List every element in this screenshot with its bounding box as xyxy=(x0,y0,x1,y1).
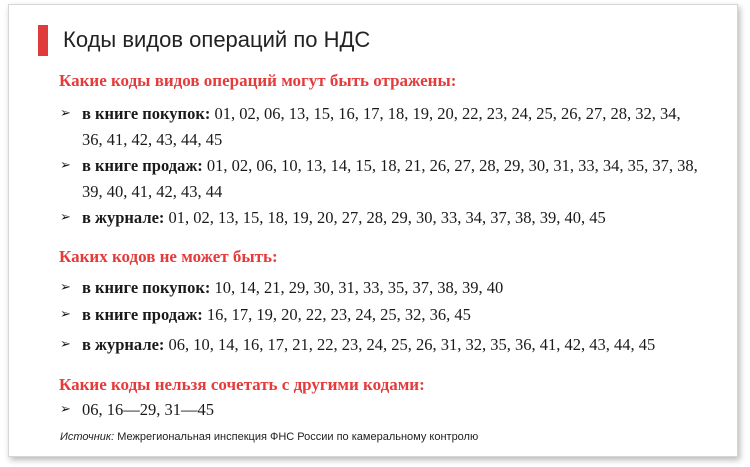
list-item-allowed-journal xyxy=(60,205,720,231)
arrowhead-bullet-icon: ➢ xyxy=(60,280,71,295)
item-codes: 10, 14, 21, 29, 30, 31, 33, 35, 37, 38, 39, 40 xyxy=(214,278,504,297)
section-heading-allowed: Какие коды видов операций могут быть отражены: xyxy=(59,71,457,90)
list-item-forbidden-purchases xyxy=(60,275,720,301)
arrowhead-bullet-icon: ➢ xyxy=(60,307,71,322)
item-label: в книге продаж: xyxy=(82,305,203,324)
arrowhead-bullet-icon: ➢ xyxy=(60,158,71,173)
source-note xyxy=(60,431,478,443)
title-accent-bar xyxy=(38,25,48,56)
slide-card xyxy=(8,4,738,457)
arrowhead-bullet-icon: ➢ xyxy=(60,337,71,352)
source-label: Источник: xyxy=(60,431,115,443)
section-heading-uncombinable: Какие коды нельзя сочетать с другими кодами: xyxy=(59,375,425,394)
list-item-allowed-sales xyxy=(60,153,705,205)
item-label: в книге покупок: xyxy=(82,104,211,123)
arrowhead-bullet-icon: ➢ xyxy=(60,402,71,417)
list-item-uncombinable xyxy=(60,397,460,423)
item-codes: 01, 02, 06, 10, 13, 14, 15, 18, 21, 26, 27, 28, 29, 30, 31, 33, 34, 35, 37, 38, 39, 40, 41, 42, 43, 44 xyxy=(82,156,698,201)
item-label: в книге продаж: xyxy=(82,156,203,175)
arrowhead-bullet-icon: ➢ xyxy=(60,210,71,225)
item-codes: 16, 17, 19, 20, 22, 23, 24, 25, 32, 36, 45 xyxy=(206,305,471,324)
item-codes: 01, 02, 13, 15, 18, 19, 20, 27, 28, 29, 30, 33, 34, 37, 38, 39, 40, 45 xyxy=(168,208,606,227)
section-heading-forbidden: Каких кодов не может быть: xyxy=(59,247,278,266)
page-title: Коды видов операций по НДС xyxy=(63,27,371,52)
arrowhead-bullet-icon: ➢ xyxy=(60,106,71,121)
item-label: в книге покупок: xyxy=(82,278,211,297)
source-text: Межрегиональная инспекция ФНС России по камеральному контролю xyxy=(114,431,479,443)
list-item-forbidden-sales xyxy=(60,302,720,328)
item-codes: 06, 10, 14, 16, 17, 21, 22, 23, 24, 25, 26, 31, 32, 35, 36, 41, 42, 43, 44, 45 xyxy=(168,335,656,354)
list-item-forbidden-journal xyxy=(60,332,730,358)
item-label: в журнале: xyxy=(82,335,165,354)
item-codes: 06, 16—29, 31—45 xyxy=(82,400,214,419)
list-item-allowed-purchases xyxy=(60,101,700,153)
item-label: в журнале: xyxy=(82,208,165,227)
item-codes: 01, 02, 06, 13, 15, 16, 17, 18, 19, 20, 22, 23, 24, 25, 26, 27, 28, 32, 34, 36, 41, 42, 43, 44, 45 xyxy=(82,104,681,149)
